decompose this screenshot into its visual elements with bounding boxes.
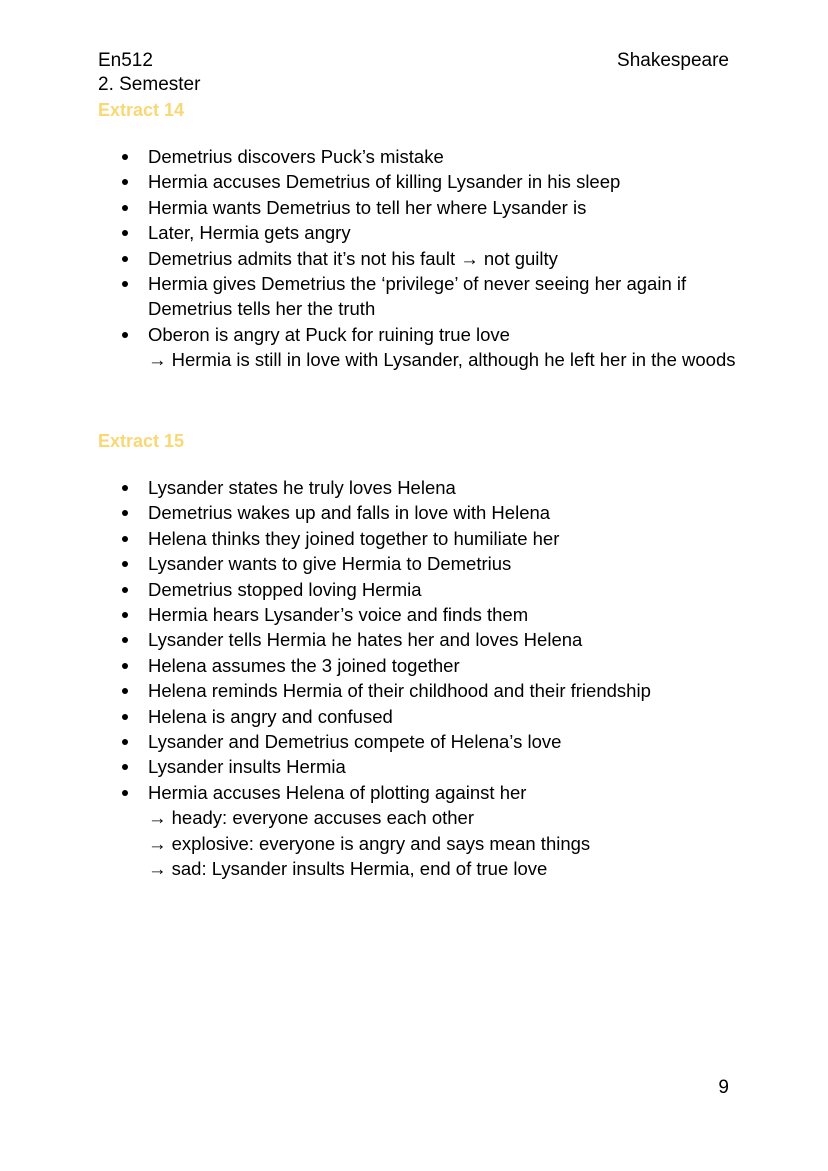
bullet-icon	[122, 637, 128, 643]
list-item: Demetrius wakes up and falls in love with Helena	[98, 500, 738, 525]
bullet-icon	[122, 510, 128, 516]
list-subnote: → sad: Lysander insults Hermia, end of true love	[148, 858, 548, 880]
semester: 2. Semester	[98, 74, 201, 95]
list-item: Lysander insults Hermia	[98, 754, 738, 779]
bullet-icon	[122, 790, 128, 796]
bullet-icon	[122, 332, 128, 338]
list-item: Hermia gives Demetrius the ‘privilege’ of never seeing her again if Demetrius tells her the truth	[98, 271, 738, 322]
bullet-icon	[122, 612, 128, 618]
list-item: Hermia accuses Helena of plotting against her → heady: everyone accuses each other → explosive: everyone is angry and says mean things → sad: Lysander insults Hermia, end of true love	[98, 780, 738, 882]
list-item: Demetrius discovers Puck’s mistake	[98, 144, 738, 169]
list-item: Hermia accuses Demetrius of killing Lysander in his sleep	[98, 169, 738, 194]
list-item: Lysander states he truly loves Helena	[98, 475, 738, 500]
list-subnote: → explosive: everyone is angry and says mean things	[148, 832, 591, 854]
page-number: 9	[718, 1077, 729, 1098]
bullet-icon	[122, 485, 128, 491]
bullet-icon	[122, 281, 128, 287]
bullet-icon	[122, 179, 128, 185]
list-item: Later, Hermia gets angry	[98, 220, 738, 245]
subject-title: Shakespeare	[617, 50, 729, 71]
list-item: Helena reminds Hermia of their childhood and their friendship	[98, 678, 738, 703]
list-item: Helena is angry and confused	[98, 704, 738, 729]
list-subnote: → heady: everyone accuses each other	[148, 807, 474, 829]
list-item: Lysander wants to give Hermia to Demetrius	[98, 551, 738, 576]
extract-14-list	[98, 144, 738, 373]
bullet-icon	[122, 688, 128, 694]
bullet-icon	[122, 230, 128, 236]
extract-14-heading: Extract 14	[98, 100, 185, 120]
extract-15-list	[98, 475, 738, 882]
bullet-icon	[122, 205, 128, 211]
list-item: Lysander tells Hermia he hates her and loves Helena	[98, 627, 738, 652]
list-item: Hermia hears Lysander’s voice and finds them	[98, 602, 738, 627]
bullet-icon	[122, 739, 128, 745]
list-item: Helena assumes the 3 joined together	[98, 653, 738, 678]
bullet-icon	[122, 714, 128, 720]
list-item: Lysander and Demetrius compete of Helena’s love	[98, 729, 738, 754]
bullet-icon	[122, 764, 128, 770]
list-item: Hermia wants Demetrius to tell her where Lysander is	[98, 195, 738, 220]
bullet-icon	[122, 256, 128, 262]
list-item: Demetrius admits that it’s not his fault → not guilty	[98, 246, 738, 271]
list-item: Demetrius stopped loving Hermia	[98, 577, 738, 602]
bullet-icon	[122, 663, 128, 669]
bullet-icon	[122, 536, 128, 542]
list-item: Oberon is angry at Puck for ruining true love → Hermia is still in love with Lysander, although he left her in the woods	[98, 322, 738, 373]
bullet-icon	[122, 154, 128, 160]
list-subnote: → Hermia is still in love with Lysander, although he left her in the woods	[148, 349, 736, 371]
header-left	[98, 49, 200, 97]
list-item: Helena thinks they joined together to humiliate her	[98, 526, 738, 551]
course-code: En512	[98, 50, 153, 71]
bullet-icon	[122, 561, 128, 567]
bullet-icon	[122, 587, 128, 593]
extract-15-heading: Extract 15	[98, 431, 185, 451]
